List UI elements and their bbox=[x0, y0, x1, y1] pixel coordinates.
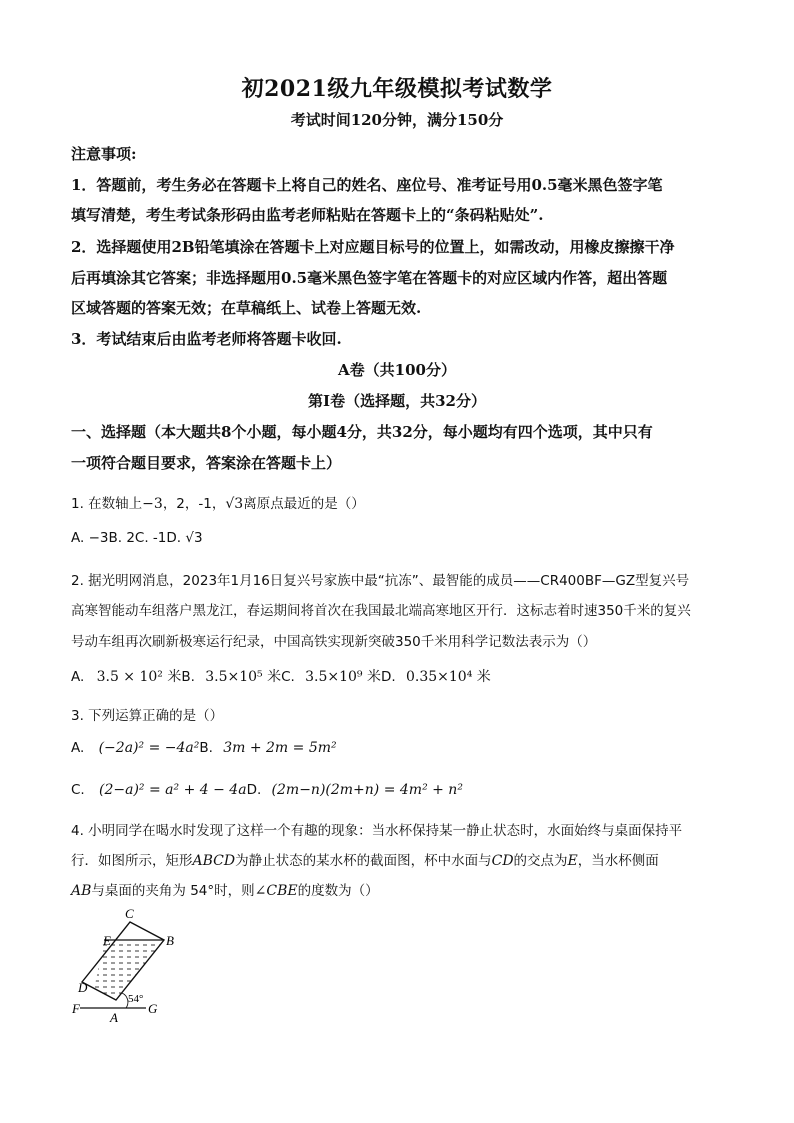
label-d: D bbox=[78, 980, 88, 995]
q2-option-c: 3.5×10⁹ 米 bbox=[305, 669, 381, 685]
q2-option-d: 0.35×10⁴ 米 bbox=[405, 669, 491, 685]
q4-figure bbox=[62, 900, 182, 1030]
question-4-line: 4. 小明同学在喝水时发现了这样一个有趣的现象：当水杯保持某一静止状态时，水面始终与桌面保持平 bbox=[71, 823, 683, 839]
question-3-stem: 3. 下列运算正确的是（） bbox=[71, 708, 224, 724]
q1-text: 1. 在数轴上 bbox=[71, 496, 143, 512]
q4-text: 为静止状态的某水杯的截面图，杯中水面与 bbox=[235, 853, 492, 869]
question-2-options bbox=[71, 666, 491, 686]
label-f: F bbox=[72, 1001, 80, 1016]
q4-text: 行．如图所示，矩形 bbox=[71, 853, 193, 869]
water-region bbox=[94, 940, 164, 1000]
notes-line: 填写清楚，考生考试条形码由监考老师粘贴在答题卡上的“条码粘贴处”. bbox=[71, 206, 544, 224]
q4-math: E bbox=[567, 853, 578, 869]
q4-text: 的度数为（） bbox=[297, 883, 379, 899]
q3-option-a-label: A. bbox=[71, 740, 85, 756]
q2-option-b-label: B. bbox=[181, 669, 195, 685]
notes-line: 2．选择题使用2B铅笔填涂在答题卡上对应题目标号的位置上，如需改动，用橡皮擦擦干净 bbox=[71, 238, 675, 256]
mc-heading: 一、选择题（本大题共8个小题，每小题4分，共32分，每小题均有四个选项，其中只有 bbox=[71, 423, 653, 441]
q3-option-b: 3m + 2m = 5m² bbox=[223, 740, 337, 756]
q1-text: 离原点最近的是（） bbox=[243, 496, 365, 512]
question-4-line bbox=[71, 849, 659, 869]
notes-line: 区域答题的答案无效；在草稿纸上、试卷上答题无效. bbox=[71, 299, 422, 317]
q4-math: CD bbox=[491, 853, 514, 869]
q1-text: ，2，-1， bbox=[162, 496, 226, 512]
label-c: C bbox=[125, 906, 134, 921]
volume-a-heading: A卷（共100分） bbox=[338, 361, 456, 379]
page-title: 初2021级九年级模拟考试数学 bbox=[241, 76, 553, 102]
q2-option-d-label: D. bbox=[381, 669, 396, 685]
question-2-line: 号动车组再次刷新极寒运行纪录，中国高铁实现新突破350千米用科学记数法表示为（） bbox=[71, 634, 597, 650]
question-4-line bbox=[71, 879, 379, 899]
q3-option-d-label: D. bbox=[246, 782, 262, 798]
q2-option-b: 3.5×10⁵ 米 bbox=[205, 669, 282, 685]
label-e: E bbox=[103, 933, 111, 948]
question-2-line: 2. 据光明网消息，2023年1月16日复兴号家族中最“抗冻”、最智能的成员——CR400BF—GZ型复兴号 bbox=[71, 573, 690, 589]
q2-option-c-label: C. bbox=[281, 669, 295, 685]
q4-math: AB bbox=[71, 883, 92, 899]
notes-heading: 注意事项: bbox=[71, 145, 137, 163]
q2-option-a-label: A. bbox=[71, 669, 85, 685]
notes-line: 1．答题前，考生务必在答题卡上将自己的姓名、座位号、准考证号用0.5毫米黑色签字笔 bbox=[71, 176, 663, 194]
q4-text: 的交点为 bbox=[513, 853, 568, 869]
q3-option-b-label: B. bbox=[199, 740, 213, 756]
q3-option-c: (2−a)² = a² + 4 − 4a bbox=[99, 782, 247, 798]
question-1-stem bbox=[71, 492, 365, 512]
notes-line: 后再填涂其它答案；非选择题用0.5毫米黑色签字笔在答题卡的对应区域内作答，超出答题 bbox=[71, 269, 668, 287]
question-2-line: 高寒智能动车组落户黑龙江，春运期间将首次在我国最北端高寒地区开行．这标志着时速350千米的复兴 bbox=[71, 603, 691, 619]
q2-option-a: 3.5 × 10² 米 bbox=[96, 669, 182, 685]
question-3-options-row1 bbox=[71, 740, 337, 756]
page-subtitle: 考试时间120分钟，满分150分 bbox=[290, 111, 504, 129]
question-1-options: A. −3B. 2C. -1D. √3 bbox=[71, 530, 203, 546]
q4-text: 与桌面的夹角为 54°时，则 bbox=[91, 883, 255, 899]
q1-sqrt: √3 bbox=[225, 496, 244, 512]
q4-math: ABCD bbox=[192, 853, 236, 869]
q4-text: ，当水杯侧面 bbox=[577, 853, 659, 869]
q4-math: ∠CBE bbox=[254, 883, 298, 899]
label-g: G bbox=[148, 1001, 158, 1016]
question-3-options-row2 bbox=[71, 782, 463, 798]
q3-option-d: (2m−n)(2m+n) = 4m² + n² bbox=[271, 782, 463, 798]
mc-heading: 一项符合题目要求，答案涂在答题卡上） bbox=[71, 454, 342, 472]
notes-line: 3．考试结束后由监考老师将答题卡收回. bbox=[71, 330, 342, 348]
q3-option-c-label: C. bbox=[71, 782, 85, 798]
part-1-heading: 第Ⅰ卷（选择题，共32分） bbox=[308, 392, 486, 410]
q3-option-a: (−2a)² = −4a² bbox=[98, 740, 200, 756]
label-b: B bbox=[166, 933, 174, 948]
label-angle: 54° bbox=[128, 993, 144, 1005]
q1-value: −3 bbox=[142, 496, 163, 512]
label-a: A bbox=[110, 1010, 118, 1025]
